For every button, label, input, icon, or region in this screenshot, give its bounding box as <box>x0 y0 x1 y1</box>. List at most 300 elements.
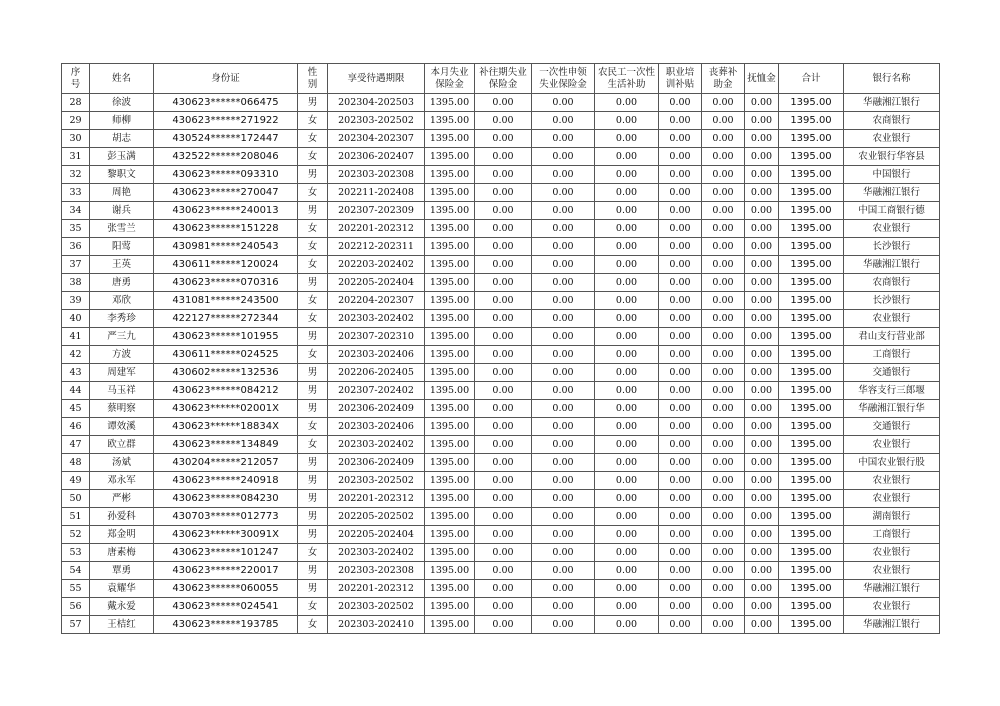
cell-migrant: 0.00 <box>595 346 659 364</box>
cell-bank: 华融湘江银行华 <box>844 400 940 418</box>
cell-lump-sum: 0.00 <box>532 598 595 616</box>
cell-monthly: 1395.00 <box>425 418 475 436</box>
cell-id: 430623******270047 <box>154 184 298 202</box>
cell-id: 430703******012773 <box>154 508 298 526</box>
cell-training: 0.00 <box>659 184 702 202</box>
cell-training: 0.00 <box>659 166 702 184</box>
cell-back-pay: 0.00 <box>475 310 532 328</box>
cell-migrant: 0.00 <box>595 472 659 490</box>
cell-no: 47 <box>62 436 90 454</box>
cell-monthly: 1395.00 <box>425 382 475 400</box>
header-gender: 性别 <box>298 64 328 94</box>
cell-gender: 女 <box>298 292 328 310</box>
cell-no: 29 <box>62 112 90 130</box>
cell-back-pay: 0.00 <box>475 238 532 256</box>
cell-gender: 男 <box>298 364 328 382</box>
cell-monthly: 1395.00 <box>425 292 475 310</box>
table-row <box>62 94 940 112</box>
cell-migrant: 0.00 <box>595 490 659 508</box>
cell-id: 430623******18834X <box>154 418 298 436</box>
cell-no: 41 <box>62 328 90 346</box>
cell-gender: 男 <box>298 472 328 490</box>
cell-period: 202307-202310 <box>328 328 425 346</box>
cell-no: 52 <box>62 526 90 544</box>
cell-total: 1395.00 <box>779 382 844 400</box>
cell-funeral: 0.00 <box>702 454 745 472</box>
cell-no: 48 <box>62 454 90 472</box>
table-row <box>62 292 940 310</box>
cell-total: 1395.00 <box>779 202 844 220</box>
cell-id: 430623******240918 <box>154 472 298 490</box>
cell-pension: 0.00 <box>745 94 779 112</box>
cell-lump-sum: 0.00 <box>532 472 595 490</box>
cell-gender: 男 <box>298 274 328 292</box>
cell-lump-sum: 0.00 <box>532 202 595 220</box>
table-row <box>62 256 940 274</box>
cell-pension: 0.00 <box>745 328 779 346</box>
cell-bank: 长沙银行 <box>844 238 940 256</box>
cell-period: 202306-202409 <box>328 454 425 472</box>
cell-id: 430623******02001X <box>154 400 298 418</box>
cell-migrant: 0.00 <box>595 616 659 634</box>
cell-monthly: 1395.00 <box>425 364 475 382</box>
table-row <box>62 580 940 598</box>
cell-pension: 0.00 <box>745 490 779 508</box>
cell-training: 0.00 <box>659 436 702 454</box>
cell-back-pay: 0.00 <box>475 184 532 202</box>
cell-id: 430623******093310 <box>154 166 298 184</box>
cell-pension: 0.00 <box>745 364 779 382</box>
cell-gender: 女 <box>298 544 328 562</box>
cell-bank: 中国农业银行股 <box>844 454 940 472</box>
cell-lump-sum: 0.00 <box>532 616 595 634</box>
cell-funeral: 0.00 <box>702 400 745 418</box>
cell-training: 0.00 <box>659 328 702 346</box>
cell-migrant: 0.00 <box>595 382 659 400</box>
cell-name: 黎职文 <box>90 166 154 184</box>
cell-training: 0.00 <box>659 598 702 616</box>
cell-migrant: 0.00 <box>595 130 659 148</box>
cell-gender: 女 <box>298 238 328 256</box>
header-period: 享受待遇期限 <box>328 64 425 94</box>
cell-bank: 农业银行 <box>844 544 940 562</box>
header-migrant: 农民工一次性生活补助 <box>595 64 659 94</box>
cell-bank: 华融湘江银行 <box>844 580 940 598</box>
cell-period: 202303-202502 <box>328 112 425 130</box>
cell-total: 1395.00 <box>779 418 844 436</box>
cell-name: 周艳 <box>90 184 154 202</box>
cell-bank: 华融湘江银行 <box>844 184 940 202</box>
cell-total: 1395.00 <box>779 508 844 526</box>
cell-gender: 男 <box>298 400 328 418</box>
cell-pension: 0.00 <box>745 508 779 526</box>
cell-id: 430623******084212 <box>154 382 298 400</box>
cell-gender: 女 <box>298 598 328 616</box>
cell-no: 44 <box>62 382 90 400</box>
cell-name: 唐勇 <box>90 274 154 292</box>
table-row <box>62 148 940 166</box>
cell-no: 36 <box>62 238 90 256</box>
cell-id: 430524******172447 <box>154 130 298 148</box>
cell-training: 0.00 <box>659 616 702 634</box>
table-row <box>62 130 940 148</box>
cell-migrant: 0.00 <box>595 364 659 382</box>
cell-no: 57 <box>62 616 90 634</box>
cell-funeral: 0.00 <box>702 292 745 310</box>
cell-funeral: 0.00 <box>702 166 745 184</box>
cell-pension: 0.00 <box>745 274 779 292</box>
cell-funeral: 0.00 <box>702 112 745 130</box>
cell-bank: 中国银行 <box>844 166 940 184</box>
cell-lump-sum: 0.00 <box>532 364 595 382</box>
cell-lump-sum: 0.00 <box>532 382 595 400</box>
cell-migrant: 0.00 <box>595 256 659 274</box>
cell-back-pay: 0.00 <box>475 328 532 346</box>
cell-back-pay: 0.00 <box>475 490 532 508</box>
header-total: 合计 <box>779 64 844 94</box>
cell-monthly: 1395.00 <box>425 148 475 166</box>
cell-id: 430611******024525 <box>154 346 298 364</box>
cell-back-pay: 0.00 <box>475 526 532 544</box>
cell-pension: 0.00 <box>745 544 779 562</box>
table-row <box>62 328 940 346</box>
cell-funeral: 0.00 <box>702 94 745 112</box>
cell-pension: 0.00 <box>745 580 779 598</box>
cell-gender: 女 <box>298 310 328 328</box>
cell-back-pay: 0.00 <box>475 220 532 238</box>
header-id: 身份证 <box>154 64 298 94</box>
cell-period: 202307-202309 <box>328 202 425 220</box>
header-row <box>62 64 940 94</box>
cell-total: 1395.00 <box>779 454 844 472</box>
cell-bank: 农业银行 <box>844 490 940 508</box>
cell-training: 0.00 <box>659 472 702 490</box>
cell-period: 202303-202402 <box>328 544 425 562</box>
cell-lump-sum: 0.00 <box>532 580 595 598</box>
cell-migrant: 0.00 <box>595 454 659 472</box>
cell-monthly: 1395.00 <box>425 526 475 544</box>
cell-gender: 男 <box>298 202 328 220</box>
cell-funeral: 0.00 <box>702 508 745 526</box>
cell-pension: 0.00 <box>745 562 779 580</box>
cell-no: 56 <box>62 598 90 616</box>
cell-lump-sum: 0.00 <box>532 562 595 580</box>
cell-funeral: 0.00 <box>702 220 745 238</box>
cell-monthly: 1395.00 <box>425 400 475 418</box>
cell-period: 202212-202311 <box>328 238 425 256</box>
cell-monthly: 1395.00 <box>425 130 475 148</box>
cell-back-pay: 0.00 <box>475 400 532 418</box>
cell-back-pay: 0.00 <box>475 616 532 634</box>
cell-lump-sum: 0.00 <box>532 256 595 274</box>
cell-period: 202303-202410 <box>328 616 425 634</box>
cell-training: 0.00 <box>659 400 702 418</box>
cell-training: 0.00 <box>659 220 702 238</box>
cell-funeral: 0.00 <box>702 526 745 544</box>
cell-bank: 工商银行 <box>844 526 940 544</box>
cell-pension: 0.00 <box>745 238 779 256</box>
cell-name: 彭玉满 <box>90 148 154 166</box>
cell-monthly: 1395.00 <box>425 94 475 112</box>
cell-name: 方波 <box>90 346 154 364</box>
cell-period: 202204-202307 <box>328 292 425 310</box>
table-row <box>62 112 940 130</box>
cell-gender: 男 <box>298 328 328 346</box>
cell-migrant: 0.00 <box>595 148 659 166</box>
table-row <box>62 472 940 490</box>
cell-total: 1395.00 <box>779 580 844 598</box>
table-row <box>62 310 940 328</box>
cell-back-pay: 0.00 <box>475 472 532 490</box>
cell-pension: 0.00 <box>745 202 779 220</box>
cell-pension: 0.00 <box>745 382 779 400</box>
cell-funeral: 0.00 <box>702 580 745 598</box>
cell-funeral: 0.00 <box>702 562 745 580</box>
header-training: 职业培训补贴 <box>659 64 702 94</box>
cell-training: 0.00 <box>659 130 702 148</box>
table-row <box>62 616 940 634</box>
cell-pension: 0.00 <box>745 346 779 364</box>
cell-lump-sum: 0.00 <box>532 400 595 418</box>
benefit-table <box>61 63 940 634</box>
cell-training: 0.00 <box>659 454 702 472</box>
table-row <box>62 418 940 436</box>
cell-migrant: 0.00 <box>595 112 659 130</box>
cell-name: 马玉祥 <box>90 382 154 400</box>
cell-training: 0.00 <box>659 292 702 310</box>
cell-no: 42 <box>62 346 90 364</box>
cell-bank: 农商银行 <box>844 274 940 292</box>
cell-lump-sum: 0.00 <box>532 292 595 310</box>
cell-id: 432522******208046 <box>154 148 298 166</box>
cell-gender: 女 <box>298 418 328 436</box>
cell-funeral: 0.00 <box>702 436 745 454</box>
table-row <box>62 220 940 238</box>
cell-monthly: 1395.00 <box>425 598 475 616</box>
cell-total: 1395.00 <box>779 94 844 112</box>
cell-back-pay: 0.00 <box>475 364 532 382</box>
cell-back-pay: 0.00 <box>475 166 532 184</box>
cell-pension: 0.00 <box>745 220 779 238</box>
cell-back-pay: 0.00 <box>475 94 532 112</box>
cell-gender: 男 <box>298 94 328 112</box>
header-pension: 抚恤金 <box>745 64 779 94</box>
cell-migrant: 0.00 <box>595 526 659 544</box>
cell-period: 202205-202404 <box>328 526 425 544</box>
cell-funeral: 0.00 <box>702 382 745 400</box>
cell-gender: 男 <box>298 382 328 400</box>
cell-gender: 男 <box>298 166 328 184</box>
cell-no: 32 <box>62 166 90 184</box>
cell-funeral: 0.00 <box>702 184 745 202</box>
cell-lump-sum: 0.00 <box>532 130 595 148</box>
cell-back-pay: 0.00 <box>475 346 532 364</box>
cell-no: 30 <box>62 130 90 148</box>
cell-funeral: 0.00 <box>702 544 745 562</box>
cell-monthly: 1395.00 <box>425 238 475 256</box>
cell-gender: 女 <box>298 220 328 238</box>
cell-no: 46 <box>62 418 90 436</box>
cell-no: 51 <box>62 508 90 526</box>
cell-monthly: 1395.00 <box>425 490 475 508</box>
cell-lump-sum: 0.00 <box>532 148 595 166</box>
table-row <box>62 490 940 508</box>
cell-total: 1395.00 <box>779 436 844 454</box>
cell-training: 0.00 <box>659 256 702 274</box>
cell-lump-sum: 0.00 <box>532 220 595 238</box>
cell-pension: 0.00 <box>745 418 779 436</box>
cell-lump-sum: 0.00 <box>532 454 595 472</box>
cell-monthly: 1395.00 <box>425 310 475 328</box>
cell-id: 430623******151228 <box>154 220 298 238</box>
cell-bank: 华融湘江银行 <box>844 616 940 634</box>
cell-bank: 湖南银行 <box>844 508 940 526</box>
cell-period: 202201-202312 <box>328 580 425 598</box>
cell-monthly: 1395.00 <box>425 166 475 184</box>
cell-funeral: 0.00 <box>702 598 745 616</box>
cell-total: 1395.00 <box>779 526 844 544</box>
cell-total: 1395.00 <box>779 274 844 292</box>
cell-total: 1395.00 <box>779 490 844 508</box>
cell-bank: 农业银行 <box>844 598 940 616</box>
cell-period: 202303-202402 <box>328 436 425 454</box>
cell-no: 35 <box>62 220 90 238</box>
cell-id: 430623******024541 <box>154 598 298 616</box>
cell-name: 汤斌 <box>90 454 154 472</box>
cell-period: 202201-202312 <box>328 220 425 238</box>
cell-total: 1395.00 <box>779 364 844 382</box>
cell-gender: 男 <box>298 490 328 508</box>
cell-id: 430623******134849 <box>154 436 298 454</box>
cell-migrant: 0.00 <box>595 580 659 598</box>
cell-back-pay: 0.00 <box>475 274 532 292</box>
cell-name: 周建军 <box>90 364 154 382</box>
cell-name: 唐素梅 <box>90 544 154 562</box>
cell-migrant: 0.00 <box>595 292 659 310</box>
cell-id: 430623******070316 <box>154 274 298 292</box>
cell-lump-sum: 0.00 <box>532 238 595 256</box>
cell-monthly: 1395.00 <box>425 346 475 364</box>
cell-back-pay: 0.00 <box>475 202 532 220</box>
cell-bank: 农业银行 <box>844 220 940 238</box>
cell-period: 202303-202308 <box>328 562 425 580</box>
cell-period: 202303-202406 <box>328 418 425 436</box>
table-row <box>62 202 940 220</box>
cell-migrant: 0.00 <box>595 202 659 220</box>
cell-monthly: 1395.00 <box>425 508 475 526</box>
cell-lump-sum: 0.00 <box>532 346 595 364</box>
cell-funeral: 0.00 <box>702 472 745 490</box>
cell-no: 43 <box>62 364 90 382</box>
cell-migrant: 0.00 <box>595 400 659 418</box>
cell-name: 王英 <box>90 256 154 274</box>
cell-period: 202206-202405 <box>328 364 425 382</box>
cell-period: 202303-202308 <box>328 166 425 184</box>
cell-migrant: 0.00 <box>595 508 659 526</box>
cell-id: 430611******120024 <box>154 256 298 274</box>
cell-bank: 华融湘江银行 <box>844 256 940 274</box>
cell-migrant: 0.00 <box>595 328 659 346</box>
cell-period: 202303-202406 <box>328 346 425 364</box>
cell-training: 0.00 <box>659 526 702 544</box>
cell-monthly: 1395.00 <box>425 274 475 292</box>
table-row <box>62 544 940 562</box>
cell-training: 0.00 <box>659 238 702 256</box>
cell-id: 422127******272344 <box>154 310 298 328</box>
cell-lump-sum: 0.00 <box>532 490 595 508</box>
cell-lump-sum: 0.00 <box>532 436 595 454</box>
cell-bank: 农业银行华容县 <box>844 148 940 166</box>
cell-no: 39 <box>62 292 90 310</box>
table-row <box>62 238 940 256</box>
cell-funeral: 0.00 <box>702 256 745 274</box>
cell-name: 胡志 <box>90 130 154 148</box>
cell-bank: 华融湘江银行 <box>844 94 940 112</box>
cell-training: 0.00 <box>659 112 702 130</box>
cell-monthly: 1395.00 <box>425 616 475 634</box>
cell-period: 202201-202312 <box>328 490 425 508</box>
cell-name: 严三九 <box>90 328 154 346</box>
cell-back-pay: 0.00 <box>475 454 532 472</box>
cell-back-pay: 0.00 <box>475 382 532 400</box>
cell-back-pay: 0.00 <box>475 580 532 598</box>
cell-no: 37 <box>62 256 90 274</box>
cell-gender: 男 <box>298 526 328 544</box>
cell-pension: 0.00 <box>745 292 779 310</box>
table-row <box>62 274 940 292</box>
cell-lump-sum: 0.00 <box>532 274 595 292</box>
cell-pension: 0.00 <box>745 112 779 130</box>
cell-period: 202304-202307 <box>328 130 425 148</box>
cell-id: 431081******243500 <box>154 292 298 310</box>
cell-pension: 0.00 <box>745 256 779 274</box>
cell-total: 1395.00 <box>779 472 844 490</box>
cell-gender: 女 <box>298 616 328 634</box>
cell-no: 55 <box>62 580 90 598</box>
cell-training: 0.00 <box>659 580 702 598</box>
cell-back-pay: 0.00 <box>475 148 532 166</box>
cell-name: 欧立群 <box>90 436 154 454</box>
cell-bank: 君山支行营业部 <box>844 328 940 346</box>
cell-pension: 0.00 <box>745 130 779 148</box>
cell-id: 430623******30091X <box>154 526 298 544</box>
cell-no: 38 <box>62 274 90 292</box>
cell-pension: 0.00 <box>745 148 779 166</box>
cell-migrant: 0.00 <box>595 562 659 580</box>
cell-funeral: 0.00 <box>702 130 745 148</box>
cell-total: 1395.00 <box>779 400 844 418</box>
cell-training: 0.00 <box>659 544 702 562</box>
cell-pension: 0.00 <box>745 436 779 454</box>
cell-bank: 农业银行 <box>844 562 940 580</box>
cell-funeral: 0.00 <box>702 328 745 346</box>
cell-training: 0.00 <box>659 346 702 364</box>
cell-period: 202303-202502 <box>328 598 425 616</box>
cell-training: 0.00 <box>659 274 702 292</box>
cell-pension: 0.00 <box>745 472 779 490</box>
cell-id: 430204******212057 <box>154 454 298 472</box>
cell-training: 0.00 <box>659 310 702 328</box>
cell-migrant: 0.00 <box>595 166 659 184</box>
cell-id: 430623******220017 <box>154 562 298 580</box>
cell-id: 430623******101955 <box>154 328 298 346</box>
cell-total: 1395.00 <box>779 328 844 346</box>
table-row <box>62 562 940 580</box>
cell-back-pay: 0.00 <box>475 598 532 616</box>
cell-training: 0.00 <box>659 202 702 220</box>
cell-name: 谢兵 <box>90 202 154 220</box>
cell-name: 郑金明 <box>90 526 154 544</box>
